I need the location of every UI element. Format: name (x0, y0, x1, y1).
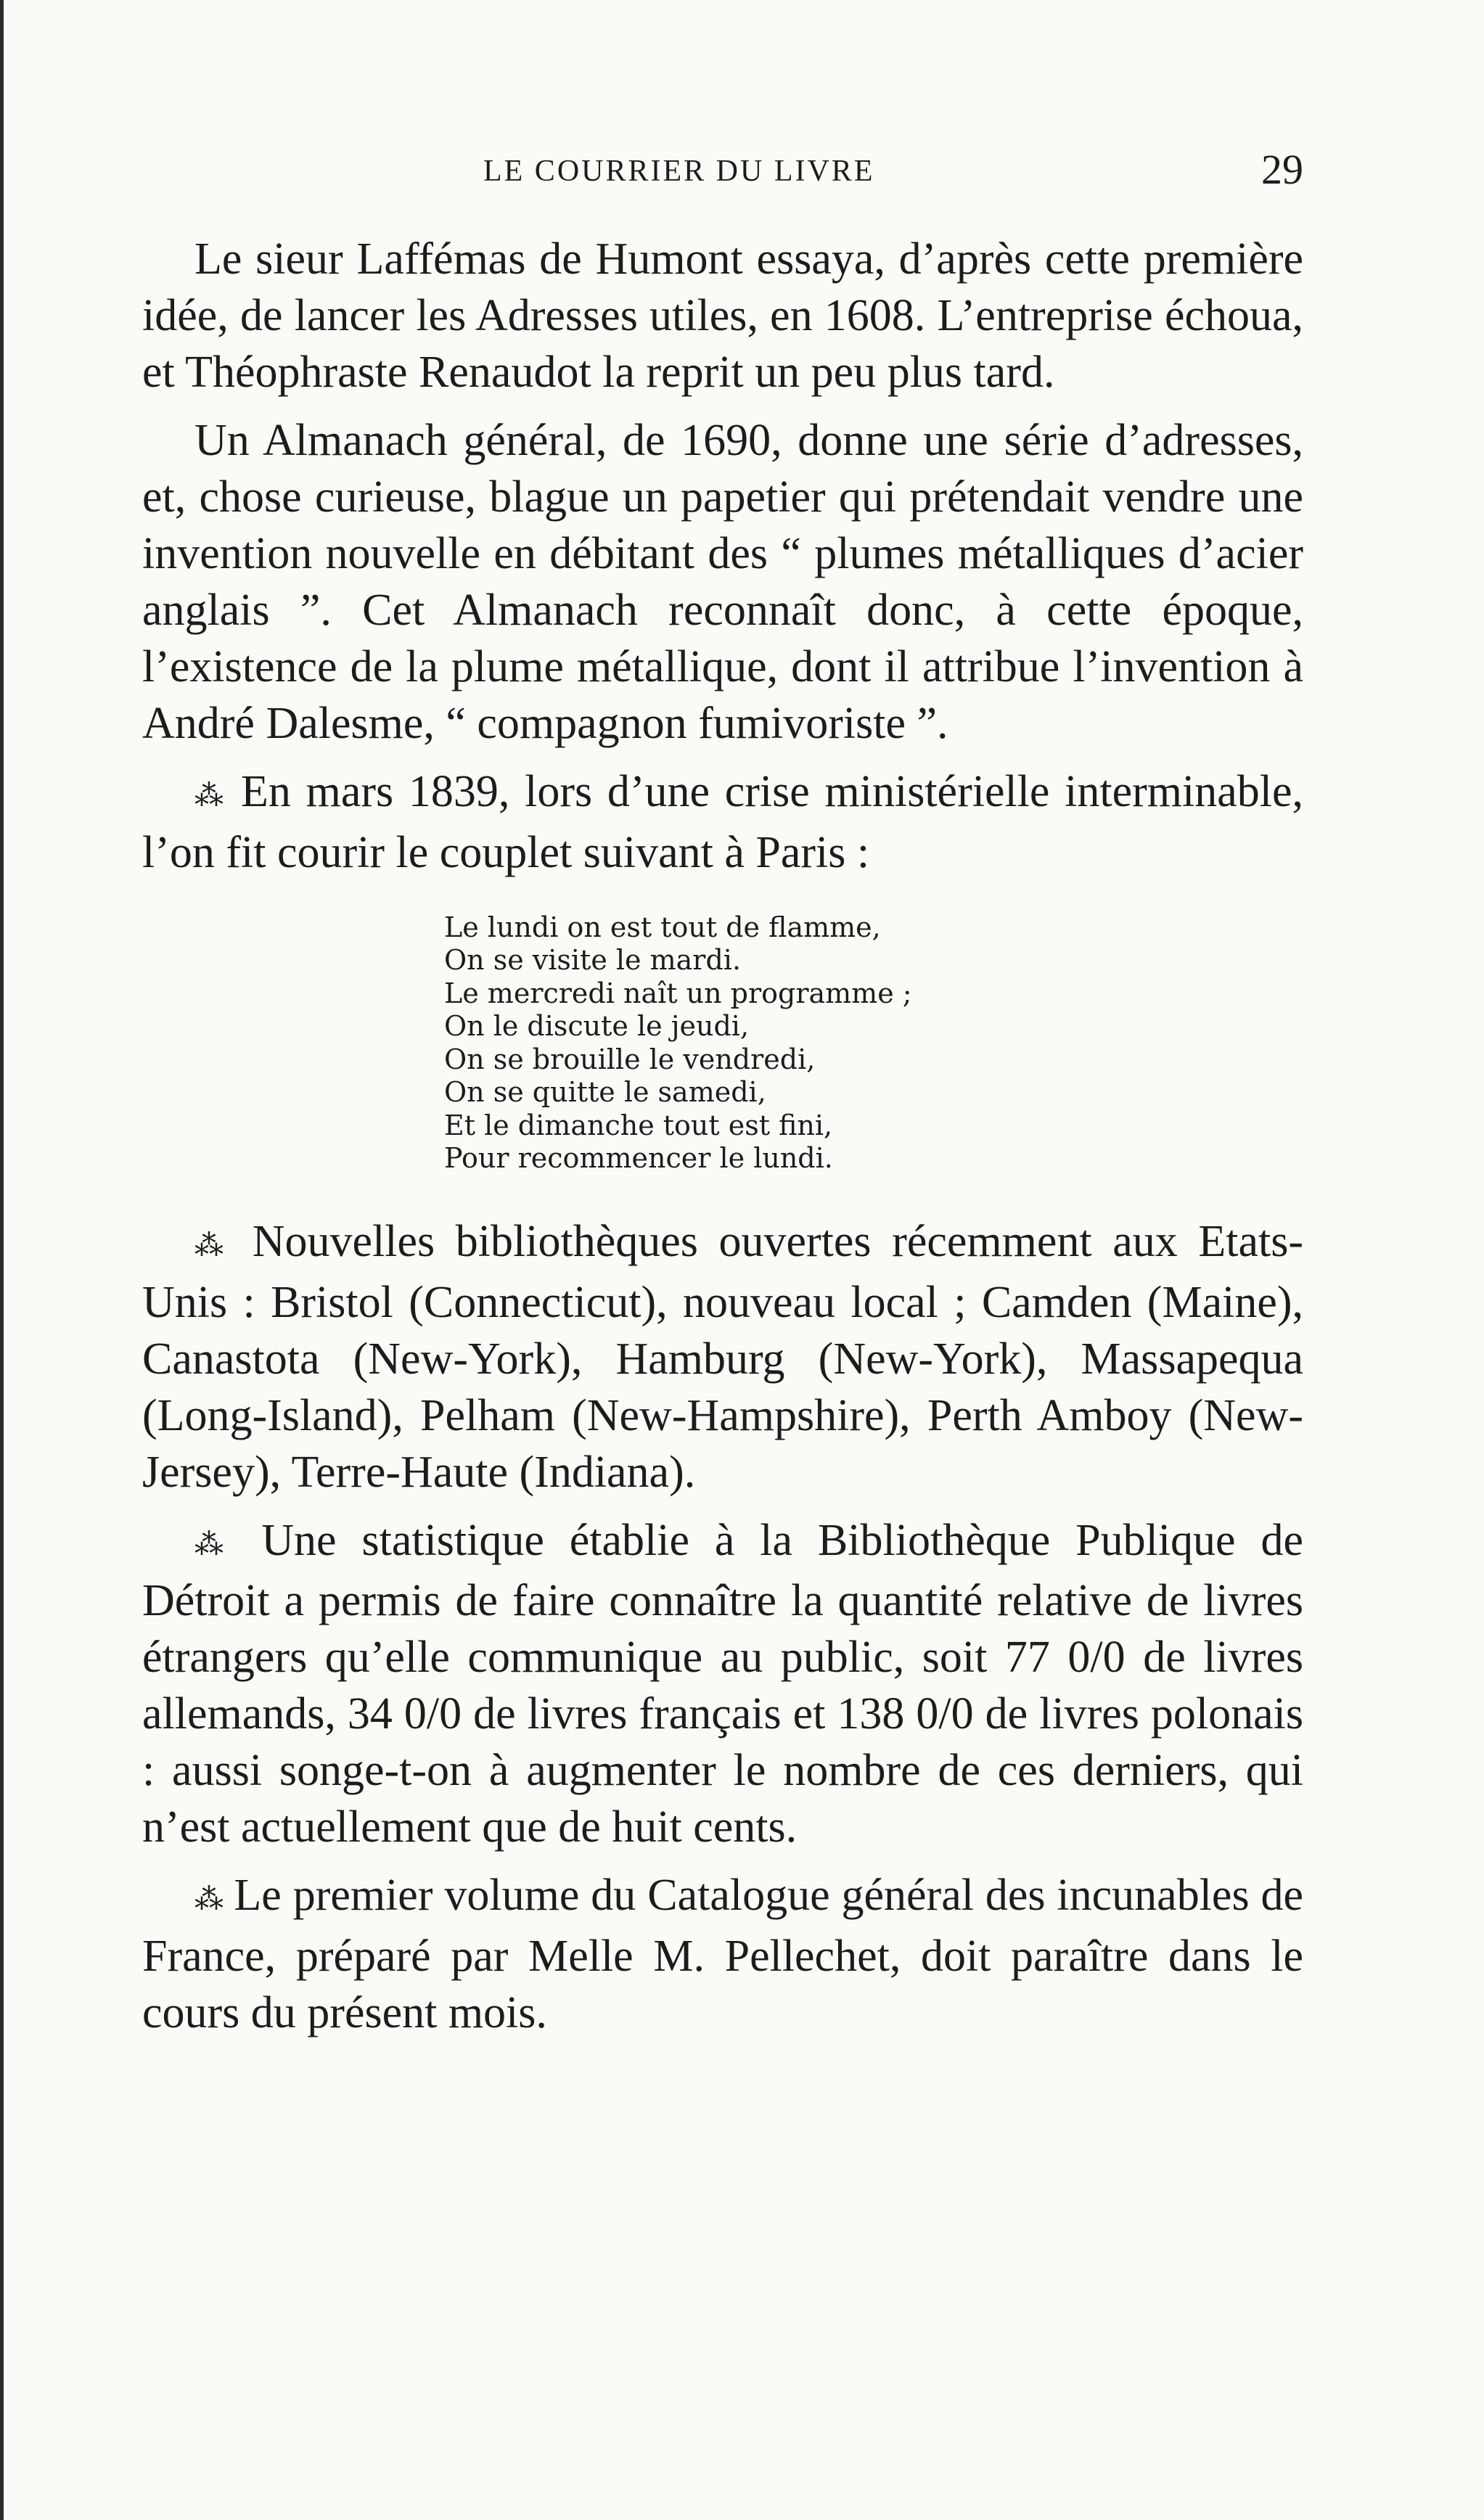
poem-line: Et le dimanche tout est fini, (444, 1109, 833, 1141)
asterism-icon: ⁂ (194, 1883, 223, 1916)
asterism-icon: ⁂ (194, 1228, 232, 1262)
asterism-icon: ⁂ (194, 779, 226, 812)
poem-line: On se brouille le vendredi, (444, 1043, 816, 1075)
paragraph-bibliotheques (142, 1213, 1303, 1501)
paragraph-almanach: Un Almanach général, de 1690, donne une série d’adresses, et, chose curieuse, blague un papetier qui prétendait vendre une invention nouvelle en débitant des “ plumes métalliques d’acier anglais ”. Cet Almanach reconnaît donc, à cette époque, l’existence de la plume métallique, dont il attribue l’invention à André Dalesme, “ compagnon fumivoriste ”. (142, 416, 1303, 748)
paragraph-laffemas: Le sieur Laffémas de Humont essaya, d’après cette première idée, de lancer les Adresses utiles, en 1608. L’entreprise échoua, et Théophraste Renaudot la reprit un peu plus tard. (142, 234, 1303, 397)
poem-line: On le discute le jeudi, (444, 1010, 750, 1043)
page-number: 29 (1261, 146, 1303, 193)
poem-line: On se quitte le samedi, (444, 1076, 766, 1109)
body-text (142, 231, 1303, 2053)
paragraph-mars-1839 (142, 763, 1303, 881)
paragraph-detroit (142, 1512, 1303, 1856)
paragraph-text: Le premier volume du Catalogue général des incunables de France, préparé par Melle M. Pellechet, doit paraître dans le cours du présent mois. (142, 1871, 1304, 2038)
paragraph-catalogue (142, 1867, 1303, 2041)
poem-line: Le lundi on est tout de flamme, (444, 911, 881, 943)
paragraph-text: Une statistique établie à la Bibliothèque Publique de Détroit a permis de faire connaître la quantité relative de livres étrangers qu’elle communique au public, soit 77 0/0 de livres allemands, 34 0/0 de livres français et 138 0/0 de livres polonais : aussi songe-t-on à augmenter le nombre de ces derniers, qui n’est actuellement que de huit cents. (142, 1515, 1303, 1852)
poem-couplet (444, 911, 1303, 1175)
paragraph-text: En mars 1839, lors d’une crise ministérielle interminable, l’on fit courir le couplet suivant à Paris : (142, 767, 1304, 877)
poem-line: Le mercredi naît un programme ; (444, 977, 912, 1009)
page-edge-shadow (0, 0, 4, 2520)
poem-line: On se visite le mardi. (444, 944, 742, 977)
poem-line: Pour recommencer le lundi. (444, 1142, 833, 1175)
running-title: LE COURRIER DU LIVRE (483, 155, 875, 188)
page-header (142, 145, 1303, 203)
paragraph-text: Nouvelles bibliothèques ouvertes récemment aux Etats-Unis : Bristol (Connecticut), nouveau local ; Camden (Maine), Canastota (New-York), Hamburg (New-York), Massapequa (Long-Island), Pelham (New-Hampshire), Perth Amboy (New-Jersey), Terre-Haute (Indiana). (142, 1216, 1304, 1497)
asterism-icon: ⁂ (194, 1527, 237, 1561)
